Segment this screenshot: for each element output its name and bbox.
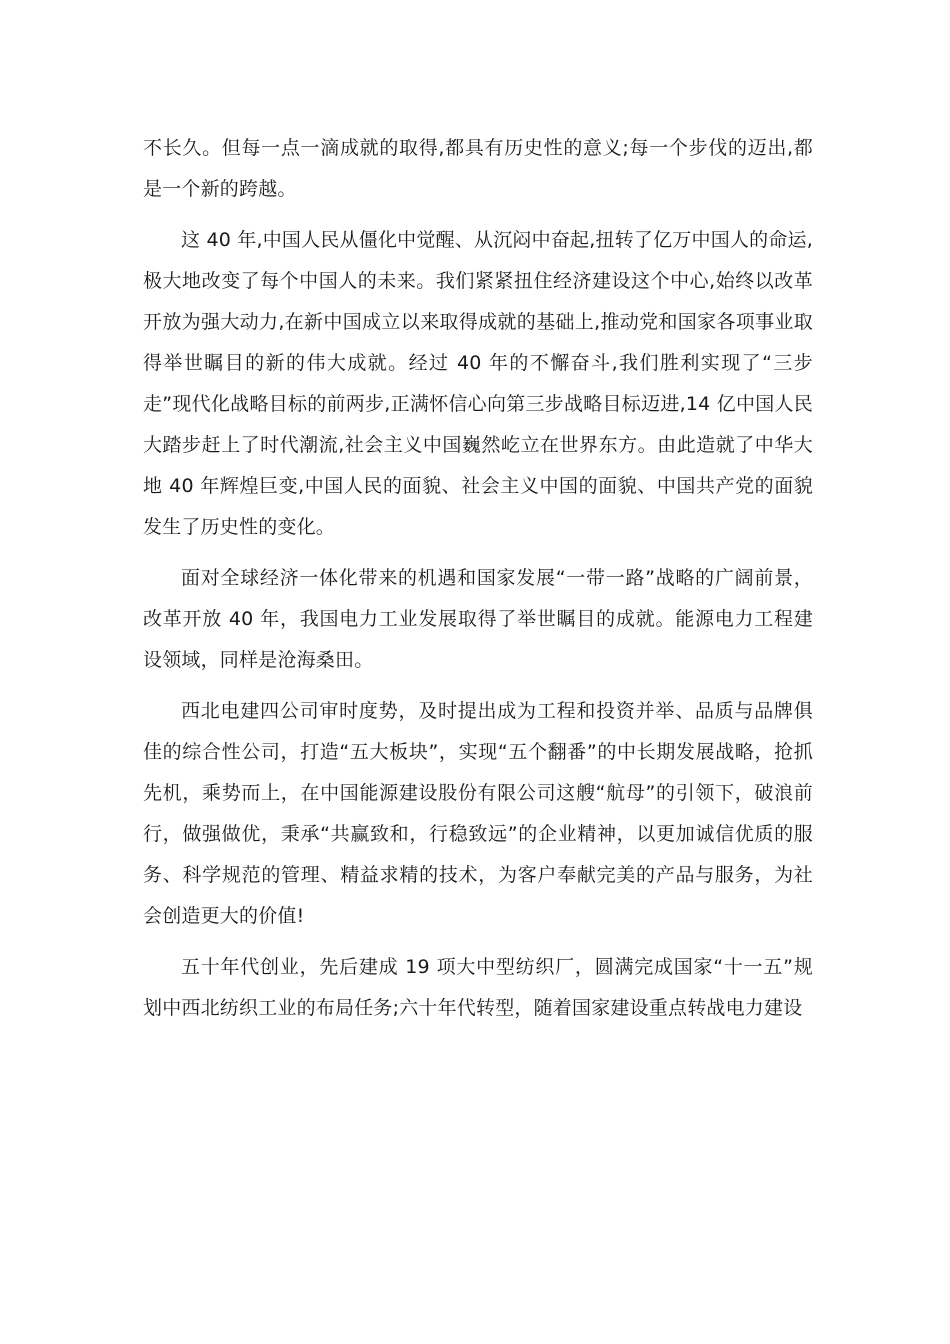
document-body: [143, 128, 813, 1039]
paragraph-5: 五十年代创业，先后建成 19 项大中型纺织厂，圆满完成国家“十一五”规划中西北纺织工业的布局任务;六十年代转型，随着国家建设重点转战电力建设: [143, 956, 813, 1019]
paragraph-3: 面对全球经济一体化带来的机遇和国家发展“一带一路”战略的广阔前景，改革开放 40 年，我国电力工业发展取得了举世瞩目的成就。能源电力工程建设领域，同样是沧海桑田。: [143, 567, 813, 671]
paragraph-2: 这 40 年,中国人民从僵化中觉醒、从沉闷中奋起,扭转了亿万中国人的命运,极大地改变了每个中国人的未来。我们紧紧扭住经济建设这个中心,始终以改革开放为强大动力,在新中国成立以来取得成就的基础上,推动党和国家各项事业取得举世瞩目的新的伟大成就。经过 40 年的不懈奋斗,我们胜利实现了“三步走”现代化战略目标的前两步,正满怀信心向第三步战略目标迈进,14 亿中国人民大踏步赶上了时代潮流,社会主义中国巍然屹立在世界东方。由此造就了中华大地 40 年辉煌巨变,中国人民的面貌、社会主义中国的面貌、中国共产党的面貌发生了历史性的变化。: [143, 229, 813, 538]
paragraph-4: 西北电建四公司审时度势，及时提出成为工程和投资并举、品质与品牌俱佳的综合性公司，打造“五大板块”，实现“五个翻番”的中长期发展战略，抢抓先机，乘势而上，在中国能源建设股份有限公司这艘“航母”的引领下，破浪前行，做强做优，秉承“共赢致和，行稳致远”的企业精神，以更加诚信优质的服务、科学规范的管理、精益求精的技术，为客户奉献完美的产品与服务，为社会创造更大的价值!: [143, 700, 813, 927]
paragraph-1: 不长久。但每一点一滴成就的取得,都具有历史性的意义;每一个步伐的迈出,都是一个新的跨越。: [143, 137, 813, 200]
